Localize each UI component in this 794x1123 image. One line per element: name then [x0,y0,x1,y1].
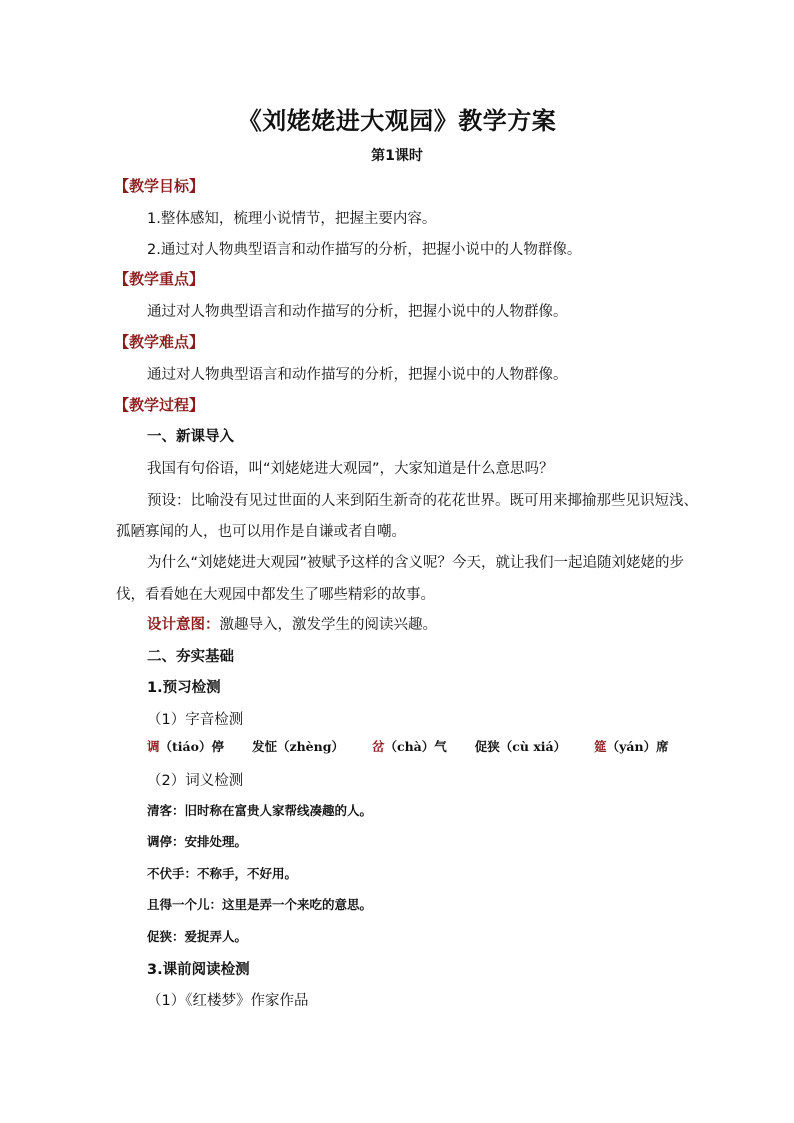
pinyin-rest: （tiáo）停 [159,739,224,754]
goal-item: 2.通过对人物典型语言和动作描写的分析，把握小说中的人物群像。 [147,242,582,258]
pinyin-rest: 促狭（cù xiá） [474,739,567,754]
sub-heading: （2）词义检测 [147,773,244,789]
paragraph: 通过对人物典型语言和动作描写的分析，把握小说中的人物群像。 [147,367,568,383]
paragraph: 通过对人物典型语言和动作描写的分析，把握小说中的人物群像。 [147,304,568,320]
definition-item: 清客：旧时称在富贵人家帮线凑趣的人。 [147,803,373,818]
definition-item: 促狭：爱捉弄人。 [147,929,248,944]
pinyin-row [147,737,669,755]
definition-item: 调停：安排处理。 [147,834,248,849]
section-heading-goals: 【教学目标】 [114,177,205,195]
paragraph: 预设：比喻没有见过世面的人来到陌生新奇的花花世界。既可用来揶揄那些见识短浅、 [147,493,698,509]
section-heading-difficulties: 【教学难点】 [114,333,205,351]
sub-heading: （1）《红楼梦》作家作品 [147,993,309,1009]
definition-item: 且得一个儿：这里是弄一个来吃的意思。 [147,897,373,912]
design-intent [147,613,437,634]
design-intent-text: 激趣导入，激发学生的阅读兴趣。 [219,617,437,633]
definition-item: 不伏手：不称手，不好用。 [147,866,298,881]
design-intent-label: 设计意图： [147,617,220,633]
page-title: 《刘姥姥进大观园》教学方案 [237,107,557,135]
pinyin-rest: （yán）席 [606,739,669,754]
paragraph: 孤陋寡闻的人，也可以用作是自谦或者自嘲。 [116,524,406,540]
pinyin-rest: （chà）气 [384,739,447,754]
sub-heading: 3.课前阅读检测 [147,962,250,978]
pinyin-char: 调 [147,739,160,754]
part-heading: 一、新课导入 [147,429,234,445]
sub-heading: 1.预习检测 [147,680,221,696]
paragraph: 我国有句俗语，叫“刘姥姥进大观园”，大家知道是什么意思吗？ [147,461,554,477]
part-heading: 二、夯实基础 [147,649,234,665]
paragraph: 为什么“刘姥姥进大观园”被赋予这样的含义呢？今天，就让我们一起追随刘姥姥的步 [147,555,685,571]
goal-item: 1.整体感知，梳理小说情节，把握主要内容。 [147,211,437,227]
sub-heading: （1）字音检测 [147,712,244,728]
section-heading-process: 【教学过程】 [114,396,205,414]
pinyin-char: 筵 [594,739,607,754]
pinyin-rest: 发怔（zhèng） [251,739,344,754]
lesson-subtitle: 第1课时 [371,148,423,164]
pinyin-char: 岔 [371,739,385,754]
paragraph: 伐，看看她在大观园中都发生了哪些精彩的故事。 [116,587,435,603]
section-heading-key-points: 【教学重点】 [114,270,205,288]
